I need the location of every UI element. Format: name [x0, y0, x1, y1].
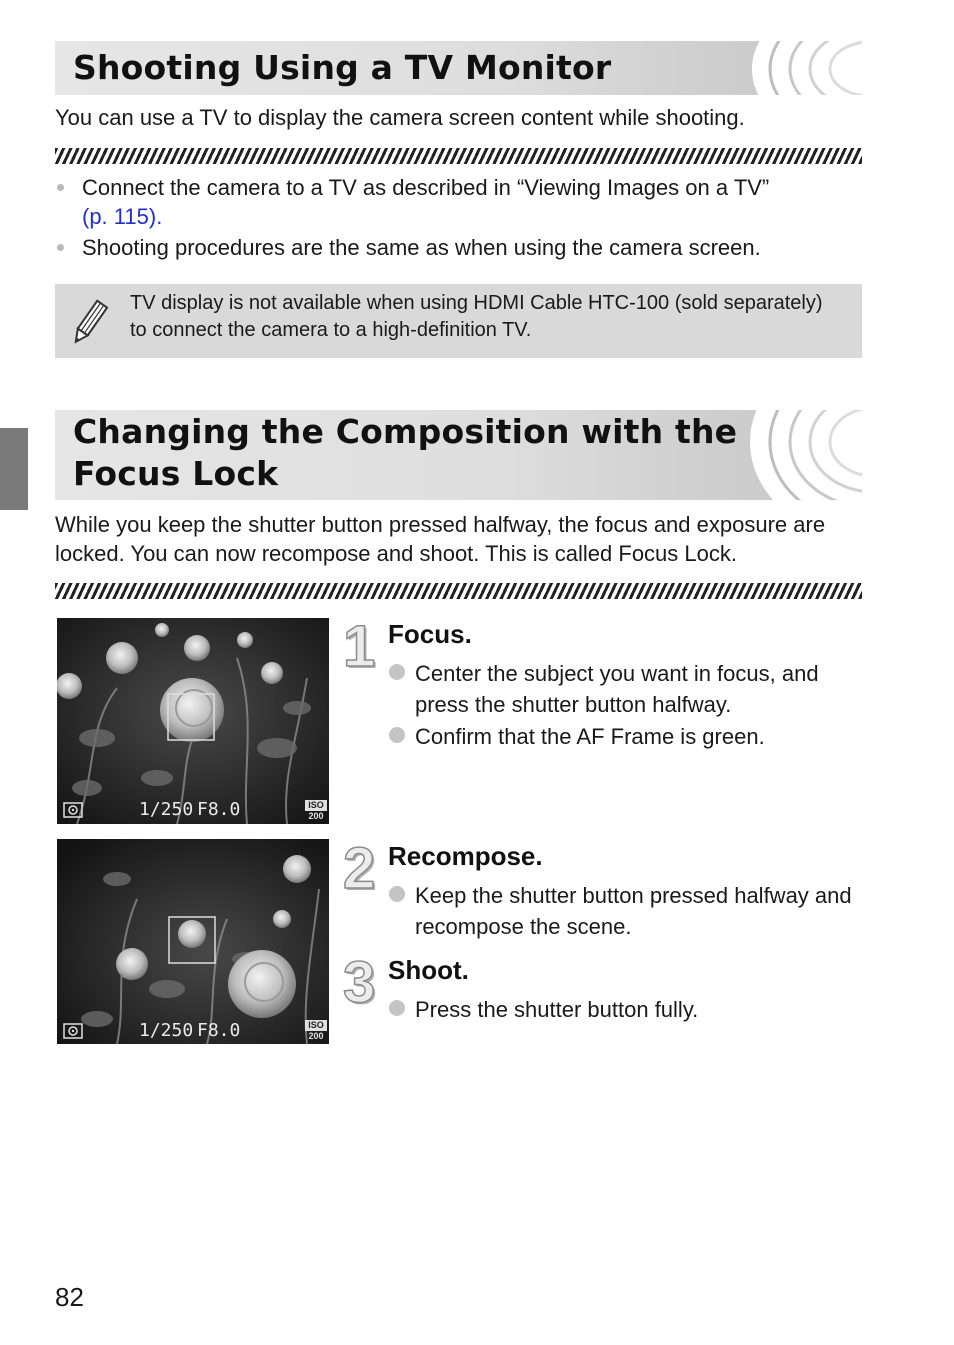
page-number: 82	[55, 1282, 84, 1312]
bullet-text: Connect the camera to a TV as described in “Viewing Images on a TV”	[82, 175, 770, 200]
step-bullet	[389, 664, 405, 680]
section-title: Shooting Using a TV Monitor	[73, 48, 612, 87]
hatch-divider	[55, 583, 862, 599]
aperture-readout: F8.0	[197, 799, 241, 820]
iso-label: ISO	[305, 1020, 327, 1031]
note-box	[55, 284, 862, 358]
step-number: 2	[343, 836, 376, 901]
iso-indicator	[305, 1020, 327, 1042]
metering-icon	[63, 802, 83, 818]
step-instruction: Confirm that the AF Frame is green.	[415, 724, 765, 749]
shutter-speed-readout: 1/250	[139, 799, 194, 820]
page-reference-link[interactable]: (p. 115)	[82, 204, 157, 229]
bullet-item-connect	[82, 173, 857, 231]
bullet-text-suffix: .	[156, 204, 163, 229]
bullet-item-procedures: Shooting procedures are the same as when using the camera screen.	[82, 235, 761, 260]
bullet-dot	[57, 184, 64, 191]
pencil-icon	[69, 298, 109, 348]
iso-value: 200	[308, 1031, 324, 1041]
camera-screen-recompose	[57, 839, 329, 1044]
step-bullet	[389, 1000, 405, 1016]
metering-icon	[63, 1023, 83, 1039]
step-number: 1	[343, 614, 376, 679]
section-header-tv-monitor	[55, 41, 862, 95]
section-intro: While you keep the shutter button pressed halfway, the focus and exposure are locked. You can now recompose and shoot. This is called Focus Lock.	[55, 512, 826, 566]
step-title: Focus.	[388, 619, 472, 649]
swirl-decoration-icon	[742, 41, 862, 95]
camera-screen-focus	[57, 618, 329, 824]
note-text: TV display is not available when using HDMI Cable HTC-100 (sold separately) to connect the camera to a high-definition TV.	[130, 292, 823, 341]
step-instruction: Center the subject you want in focus, and press the shutter button halfway.	[415, 661, 819, 717]
section-intro: You can use a TV to display the camera screen content while shooting.	[55, 105, 745, 130]
section-header-focus-lock	[55, 410, 862, 500]
step-instruction: Keep the shutter button pressed halfway and recompose the scene.	[415, 883, 852, 939]
step-bullet	[389, 886, 405, 902]
iso-value: 200	[308, 811, 324, 821]
step-bullet	[389, 727, 405, 743]
swirl-decoration-icon	[742, 410, 862, 500]
shutter-speed-readout: 1/250	[139, 1020, 194, 1041]
iso-indicator	[305, 800, 327, 822]
iso-label: ISO	[305, 800, 327, 811]
section-title-line2: Focus Lock	[73, 454, 279, 493]
aperture-readout: F8.0	[197, 1020, 241, 1041]
step-title: Shoot.	[388, 955, 469, 985]
chapter-tab	[0, 428, 28, 510]
step-title: Recompose.	[388, 841, 543, 871]
hatch-divider	[55, 148, 862, 164]
rose-photo	[57, 839, 329, 1044]
bullet-dot	[57, 244, 64, 251]
section-title-line1: Changing the Composition with the	[73, 412, 738, 451]
rose-photo	[57, 618, 329, 824]
step-instruction: Press the shutter button fully.	[415, 997, 699, 1022]
step-number: 3	[343, 950, 376, 1015]
